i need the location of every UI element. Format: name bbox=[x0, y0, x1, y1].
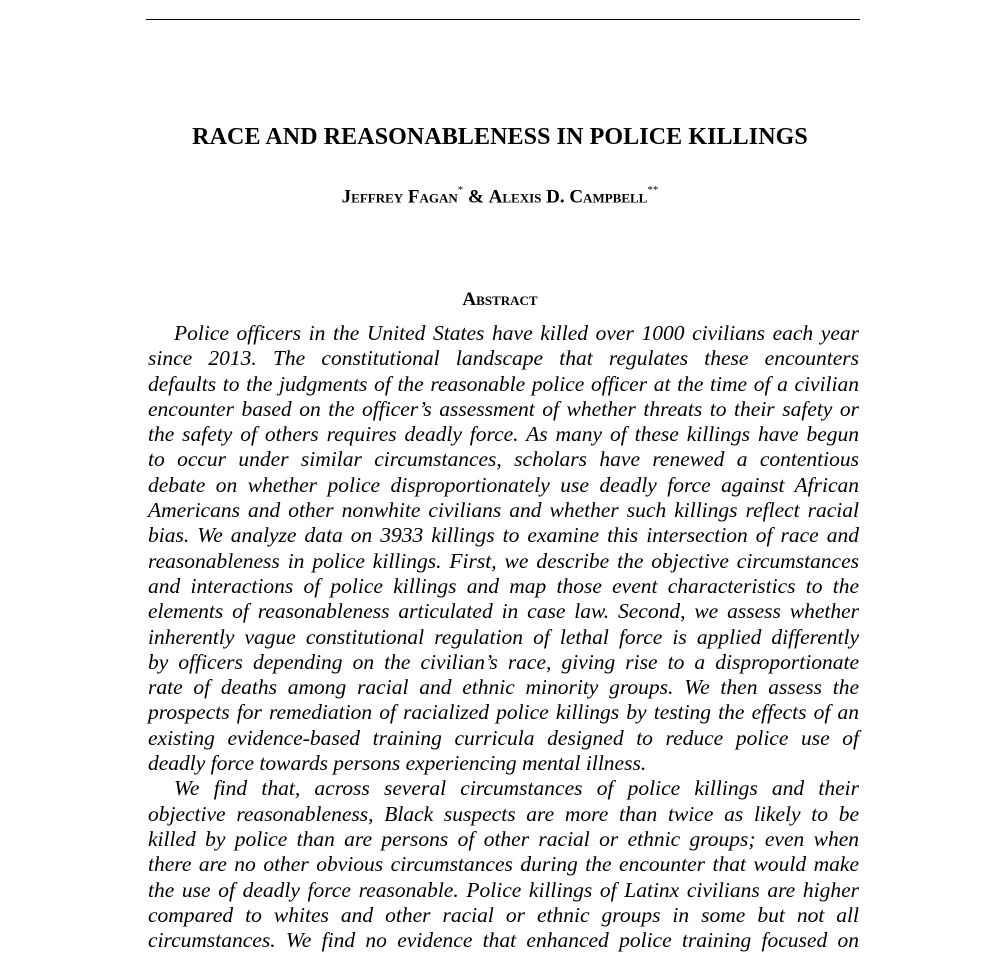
author-separator: & bbox=[468, 186, 484, 208]
abstract-line: inherently vague constitutional regulation of lethal force is applied differently bbox=[148, 624, 859, 649]
author-1-name: Jeffrey Fagan bbox=[341, 186, 458, 208]
abstract-line: We find that, across several circumstances of police killings and their bbox=[174, 776, 859, 801]
abstract-line: to occur under similar circumstances, scholars have renewed a contentious bbox=[148, 447, 859, 472]
author-2-footnote-mark[interactable]: ** bbox=[647, 184, 659, 196]
abstract-line: since 2013. The constitutional landscape that regulates these encounters bbox=[148, 346, 859, 371]
abstract-line: there are no other obvious circumstances during the encounter that would make bbox=[148, 852, 859, 877]
abstract-line: prospects for remediation of racialized police killings by testing the effects of an bbox=[148, 700, 859, 725]
abstract-line: killed by police than are persons of other racial or ethnic groups; even when bbox=[148, 826, 859, 851]
abstract-line: by officers depending on the civilian’s race, giving rise to a disproportionate bbox=[148, 649, 859, 674]
abstract-line: reasonableness in police killings. First, we describe the objective circumstances bbox=[148, 548, 859, 573]
abstract-line: circumstances. We find no evidence that enhanced police training focused on bbox=[148, 928, 859, 953]
abstract-line: elements of reasonableness articulated in case law. Second, we assess whether bbox=[148, 599, 859, 624]
author-2-name: Alexis D. Campbell bbox=[488, 186, 648, 208]
abstract-body bbox=[148, 321, 859, 953]
author-1-footnote-mark[interactable]: * bbox=[457, 184, 464, 196]
abstract-line: bias. We analyze data on 3933 killings to examine this intersection of race and bbox=[148, 523, 859, 548]
abstract-line: encounter based on the officer’s assessment of whether threats to their safety or bbox=[148, 396, 859, 421]
abstract-line: defaults to the judgments of the reasonable police officer at the time of a civilian bbox=[148, 371, 859, 396]
author-line bbox=[0, 186, 1000, 208]
abstract-line: Police officers in the United States have killed over 1000 civilians each year bbox=[174, 321, 859, 345]
abstract-line: compared to whites and other racial or ethnic groups in some but not all bbox=[148, 902, 859, 927]
abstract-line: deadly force towards persons experiencing mental illness. bbox=[148, 751, 647, 776]
top-rule bbox=[146, 19, 860, 20]
abstract-line: the safety of others requires deadly force. As many of these killings have begun bbox=[148, 422, 859, 447]
paper-title: RACE AND REASONABLENESS IN POLICE KILLINGS bbox=[192, 124, 808, 150]
abstract-line: rate of deaths among racial and ethnic minority groups. We then assess the bbox=[148, 675, 859, 700]
abstract-line: existing evidence-based training curricula designed to reduce police use of bbox=[148, 725, 859, 750]
abstract-line: debate on whether police disproportionately use deadly force against African bbox=[148, 472, 859, 497]
abstract-line: objective reasonableness, Black suspects are more than twice as likely to be bbox=[148, 801, 859, 826]
abstract-line: and interactions of police killings and map those event characteristics to the bbox=[148, 573, 859, 598]
abstract-line: Americans and other nonwhite civilians and whether such killings reflect racial bbox=[148, 498, 859, 523]
abstract-line: the use of deadly force reasonable. Police killings of Latinx civilians are higher bbox=[148, 877, 859, 902]
abstract-heading: Abstract bbox=[462, 289, 538, 310]
